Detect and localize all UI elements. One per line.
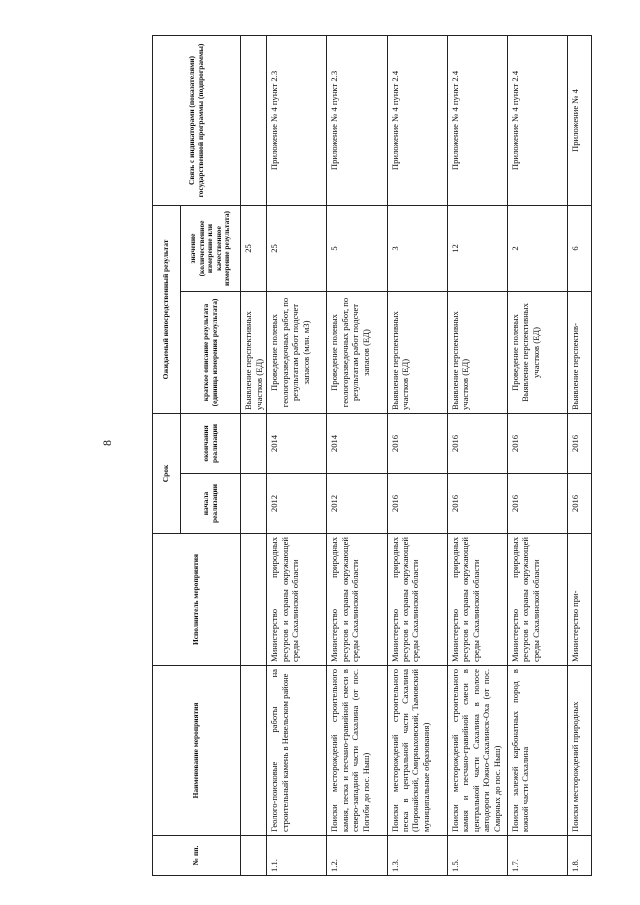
table-row bbox=[327, 36, 387, 876]
row-link: Приложение № 4 bbox=[567, 36, 591, 206]
row-desc: Проведение полевых геологоразведочных работ, по результатам работ подсчет запасов (млн. м3) bbox=[267, 292, 327, 414]
row-executor: Министерство при- bbox=[567, 534, 591, 666]
row-start: 2012 bbox=[327, 474, 387, 534]
header-result-value: значение (количественное измерение или качественное измерение результата) bbox=[181, 206, 241, 292]
row-value: 2 bbox=[507, 206, 567, 292]
table-row bbox=[507, 36, 567, 876]
header-end: окончания реализации bbox=[181, 414, 241, 474]
activities-table bbox=[152, 35, 592, 876]
table-row bbox=[387, 36, 447, 876]
header-num: № пп. bbox=[153, 836, 241, 876]
row-num: 1.3. bbox=[387, 836, 447, 876]
row-value: 25 bbox=[267, 206, 327, 292]
header-row-1 bbox=[153, 36, 181, 876]
row-start: 2016 bbox=[507, 474, 567, 534]
row-num: 1.2. bbox=[327, 836, 387, 876]
row-executor: Министерство природных ресурсов и охраны окружающей среды Сахалинской области bbox=[447, 534, 507, 666]
header-result-desc: краткое описание результата (единица измерения результата) bbox=[181, 292, 241, 414]
row-name: Геолого-поисковые работы на строительный камень в Невельском районе bbox=[267, 666, 327, 836]
row-link: Приложение № 4 пункт 2.3 bbox=[267, 36, 327, 206]
row-num: 1.8. bbox=[567, 836, 591, 876]
header-start: начала реализации bbox=[181, 474, 241, 534]
row-link: Приложение № 4 пункт 2.3 bbox=[327, 36, 387, 206]
row-value: 12 bbox=[447, 206, 507, 292]
header-executor: Исполнитель мероприятия bbox=[153, 534, 241, 666]
carry-desc: Выявление перспективных участков (ЕД) bbox=[241, 292, 267, 414]
table-row bbox=[567, 36, 591, 876]
header-link: Связь с индикаторами (показателями) государственной программы (подпрограммы) bbox=[153, 36, 241, 206]
row-link: Приложение № 4 пункт 2.4 bbox=[507, 36, 567, 206]
row-end: 2016 bbox=[567, 414, 591, 474]
row-desc: Выявление перспективных участков (ЕД) bbox=[387, 292, 447, 414]
row-name: Поиски месторождений строительного камня и песчано-гравийной смеси в центральной части Сахалина в полосе автодороги Южно-Сахалинск-Оха (от пос. Смирных до пос. Ныш) bbox=[447, 666, 507, 836]
row-executor: Министерство природных ресурсов и охраны окружающей среды Сахалинской области bbox=[507, 534, 567, 666]
row-desc: Выявление перспективных участков (ЕД) bbox=[447, 292, 507, 414]
row-name: Поиски месторождений строительного камня, песка и песчано-гравийной смеси в северо-западной части Сахалина (от пос. Погиби до пос. Ныш) bbox=[327, 666, 387, 836]
rotated-table-container bbox=[152, 36, 592, 876]
row-executor: Министерство природных ресурсов и охраны окружающей среды Сахалинской области bbox=[267, 534, 327, 666]
row-end: 2014 bbox=[327, 414, 387, 474]
row-start: 2012 bbox=[267, 474, 327, 534]
carry-value: 25 bbox=[241, 206, 267, 292]
row-num: 1.7. bbox=[507, 836, 567, 876]
row-link: Приложение № 4 пункт 2.4 bbox=[447, 36, 507, 206]
carry-over-row bbox=[241, 36, 267, 876]
row-start: 2016 bbox=[447, 474, 507, 534]
row-start: 2016 bbox=[387, 474, 447, 534]
row-value: 6 bbox=[567, 206, 591, 292]
row-name: Поиски месторождений строительного песка в центральной части Сахалина (Поронайский, Смирныховский, Тымовский муниципальные образования) bbox=[387, 666, 447, 836]
row-executor: Министерство природных ресурсов и охраны окружающей среды Сахалинской области bbox=[327, 534, 387, 666]
page-number: 8 bbox=[100, 440, 114, 446]
row-value: 5 bbox=[327, 206, 387, 292]
row-link: Приложение № 4 пункт 2.4 bbox=[387, 36, 447, 206]
row-name: Поиски месторождений природных bbox=[567, 666, 591, 836]
table-row bbox=[267, 36, 327, 876]
row-end: 2016 bbox=[447, 414, 507, 474]
header-term: Срок bbox=[153, 414, 181, 534]
row-num: 1.1. bbox=[267, 836, 327, 876]
row-start: 2016 bbox=[567, 474, 591, 534]
table-row bbox=[447, 36, 507, 876]
row-desc: Выявление перспектив- bbox=[567, 292, 591, 414]
row-desc: Проведение полевых геологоразведочных работ, по результатам работ подсчет запасов (ЕД) bbox=[327, 292, 387, 414]
header-name: Наименование мероприятия bbox=[153, 666, 241, 836]
row-end: 2014 bbox=[267, 414, 327, 474]
row-name: Поиски залежей карбонатных пород в южной части Сахалина bbox=[507, 666, 567, 836]
header-result: Ожидаемый непосредственный результат bbox=[153, 206, 181, 414]
row-executor: Министерство природных ресурсов и охраны окружающей среды Сахалинской области bbox=[387, 534, 447, 666]
row-desc: Проведение полевых Выявление перспективных участков (ЕД) bbox=[507, 292, 567, 414]
row-end: 2016 bbox=[507, 414, 567, 474]
row-end: 2016 bbox=[387, 414, 447, 474]
row-num: 1.5. bbox=[447, 836, 507, 876]
row-value: 3 bbox=[387, 206, 447, 292]
